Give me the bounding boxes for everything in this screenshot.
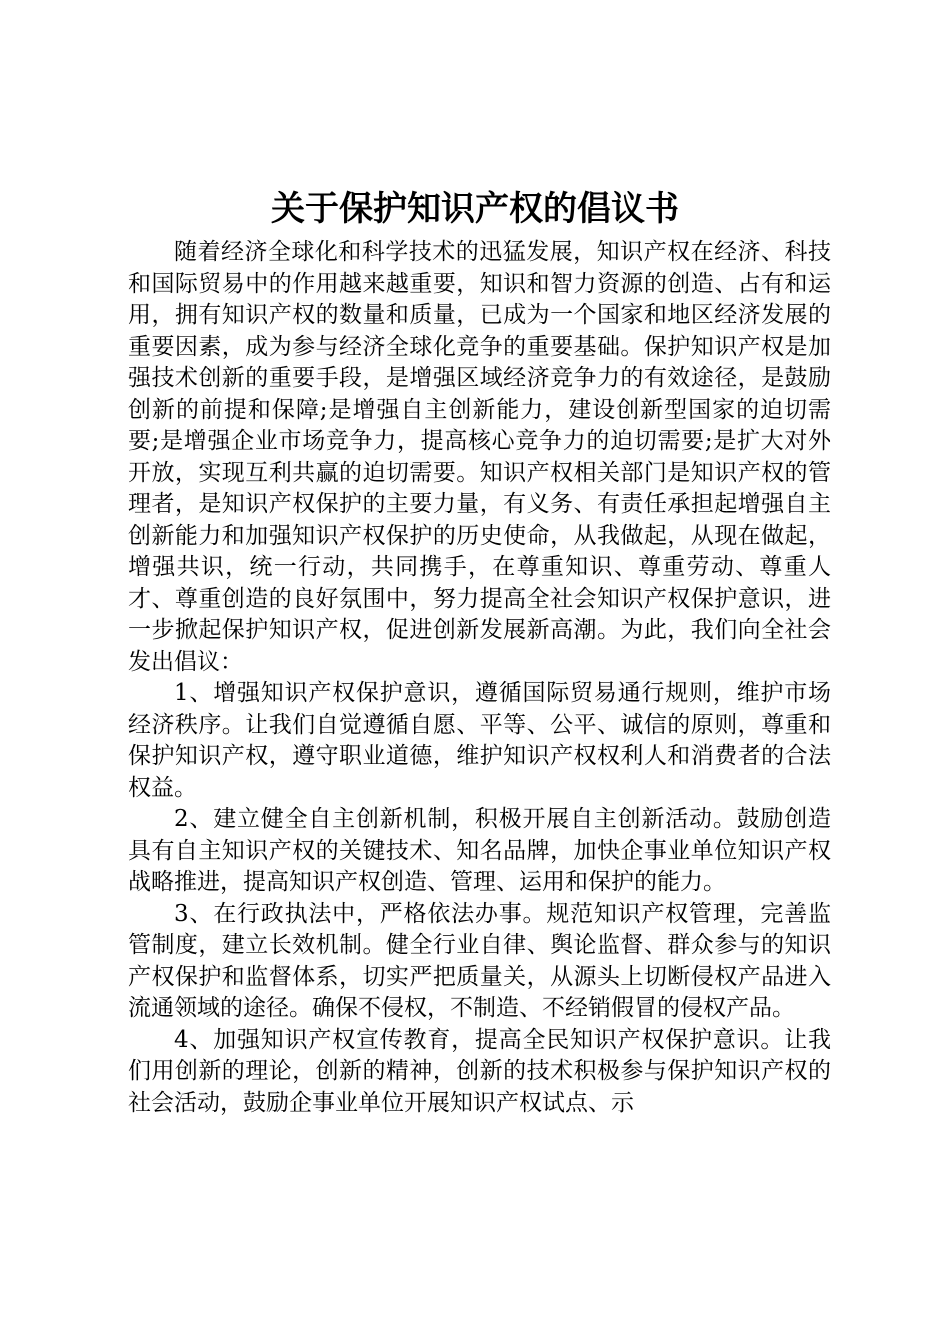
paragraph-item-3: 3、在行政执法中，严格依法办事。规范知识产权管理，完善监管制度，建立长效机制。健全行业自律、舆论监督、群众参与的知识产权保护和监督体系，切实严把质量关，从源头上切断侵权产品进入流通领域的途径。确保不侵权，不制造、不经销假冒的侵权产品。 (128, 900, 831, 1021)
paragraph-item-1: 1、增强知识产权保护意识，遵循国际贸易通行规则，维护市场经济秩序。让我们自觉遵循自愿、平等、公平、诚信的原则，尊重和保护知识产权，遵守职业道德，维护知识产权权利人和消费者的合法权益。 (128, 680, 831, 801)
document-body (128, 237, 831, 1119)
document-title: 关于保护知识产权的倡议书 (271, 189, 679, 229)
paragraph-intro: 随着经济全球化和科学技术的迅猛发展，知识产权在经济、科技和国际贸易中的作用越来越重要，知识和智力资源的创造、占有和运用，拥有知识产权的数量和质量，已成为一个国家和地区经济发展的重要因素，成为参与经济全球化竞争的重要基础。保护知识产权是加强技术创新的重要手段，是增强区域经济竞争力的有效途径，是鼓励创新的前提和保障;是增强自主创新能力，建设创新型国家的迫切需要;是增强企业市场竞争力，提高核心竞争力的迫切需要;是扩大对外开放，实现互利共赢的迫切需要。知识产权相关部门是知识产权的管理者，是知识产权保护的主要力量，有义务、有责任承担起增强自主创新能力和加强知识产权保护的历史使命，从我做起，从现在做起，增强共识，统一行动，共同携手，在尊重知识、尊重劳动、尊重人才、尊重创造的良好氛围中，努力提高全社会知识产权保护意识，进一步掀起保护知识产权，促进创新发展新高潮。为此，我们向全社会发出倡议： (128, 239, 831, 675)
paragraph-item-2: 2、建立健全自主创新机制，积极开展自主创新活动。鼓励创造具有自主知识产权的关键技术、知名品牌，加快企事业单位知识产权战略推进，提高知识产权创造、管理、运用和保护的能力。 (128, 806, 831, 895)
paragraph-item-4: 4、加强知识产权宣传教育，提高全民知识产权保护意识。让我们用创新的理论，创新的精神，创新的技术积极参与保护知识产权的社会活动，鼓励企事业单位开展知识产权试点、示 (128, 1026, 831, 1116)
